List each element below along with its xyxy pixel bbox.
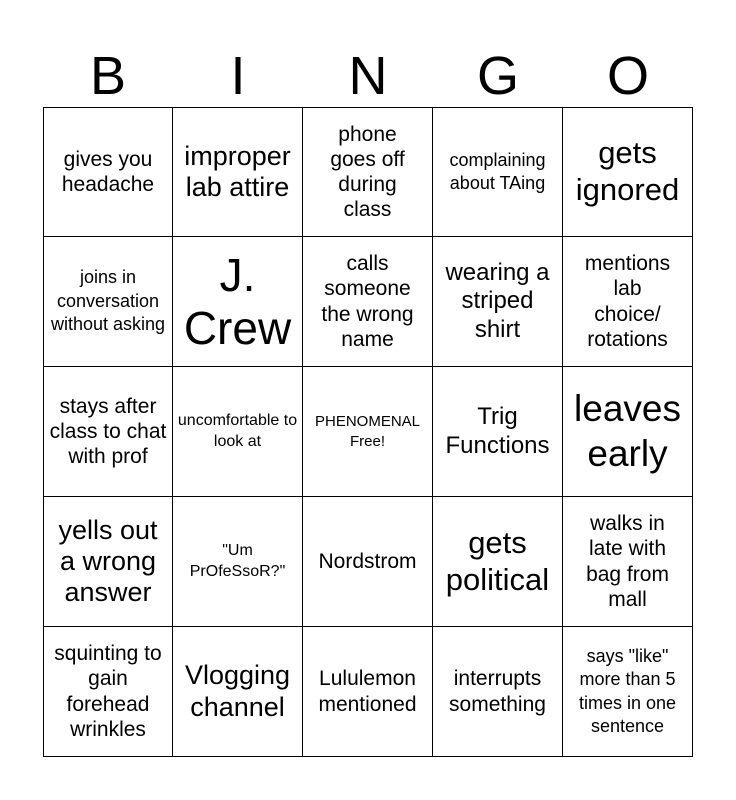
bingo-cell[interactable] (303, 497, 433, 627)
bingo-cell[interactable] (433, 497, 563, 627)
cell-text: interrupts something (449, 667, 546, 716)
bingo-cell[interactable] (43, 627, 173, 757)
cell-text: mentions lab choice/ rotations (584, 252, 671, 351)
cell-text: Vlogging channel (184, 660, 291, 722)
bingo-cell[interactable] (173, 367, 303, 497)
bingo-header (43, 44, 693, 108)
bingo-cell[interactable] (303, 237, 433, 367)
cell-text: phone goes off during class (330, 122, 405, 222)
bingo-cell[interactable] (563, 107, 693, 237)
cell-text: complaining about TAing (449, 149, 546, 193)
cell-text: joins in conversation without asking (50, 267, 166, 335)
cell-text: gets ignored (575, 135, 680, 207)
cell-text: squinting to gain forehead wrinkles (54, 642, 162, 741)
cell-text: PHENOMENAL Free! (314, 413, 421, 450)
bingo-cell[interactable] (173, 497, 303, 627)
cell-text: gives you headache (61, 147, 155, 196)
header-letter-i: I (230, 46, 246, 106)
bingo-cell[interactable] (563, 367, 693, 497)
cell-text: J. Crew (183, 248, 292, 354)
cell-text: Lululemon mentioned (318, 667, 417, 716)
cell-text: "Um PrOfeSsoR?" (189, 541, 286, 580)
cell-text: gets political (445, 524, 550, 597)
cell-text: Nordstrom (318, 549, 417, 573)
bingo-cell[interactable] (173, 237, 303, 367)
cell-text: calls someone the wrong name (321, 252, 414, 351)
bingo-cell[interactable] (43, 367, 173, 497)
cell-text: yells out a wrong answer (58, 514, 158, 608)
bingo-cell[interactable] (433, 367, 563, 497)
cell-text: leaves early (574, 388, 681, 474)
bingo-board (43, 107, 693, 757)
bingo-cell[interactable] (173, 627, 303, 757)
cell-text: Trig Functions (445, 403, 550, 459)
bingo-cell[interactable] (433, 107, 563, 237)
header-letter-n: N (348, 46, 388, 106)
bingo-cell[interactable] (173, 107, 303, 237)
bingo-cell[interactable] (43, 107, 173, 237)
cell-text: improper lab attire (184, 140, 291, 202)
cell-text: wearing a striped shirt (445, 259, 550, 343)
cell-text: says "like" more than 5 times in one sentence (578, 645, 677, 736)
bingo-cell[interactable] (303, 367, 433, 497)
bingo-cell[interactable] (563, 237, 693, 367)
bingo-cell[interactable] (43, 237, 173, 367)
header-letter-g: G (476, 46, 519, 106)
bingo-cell[interactable] (433, 627, 563, 757)
bingo-cell[interactable] (303, 107, 433, 237)
cell-text: uncomfortable to look at (177, 411, 298, 450)
bingo-cell[interactable] (43, 497, 173, 627)
cell-text: stays after class to chat with prof (49, 394, 167, 469)
bingo-cell[interactable] (303, 627, 433, 757)
bingo-cell[interactable] (563, 497, 693, 627)
header-letter-o: O (606, 46, 649, 106)
bingo-cell[interactable] (563, 627, 693, 757)
bingo-cell[interactable] (433, 237, 563, 367)
header-letter-b: B (89, 46, 127, 106)
cell-text: walks in late with bag from mall (586, 512, 669, 611)
